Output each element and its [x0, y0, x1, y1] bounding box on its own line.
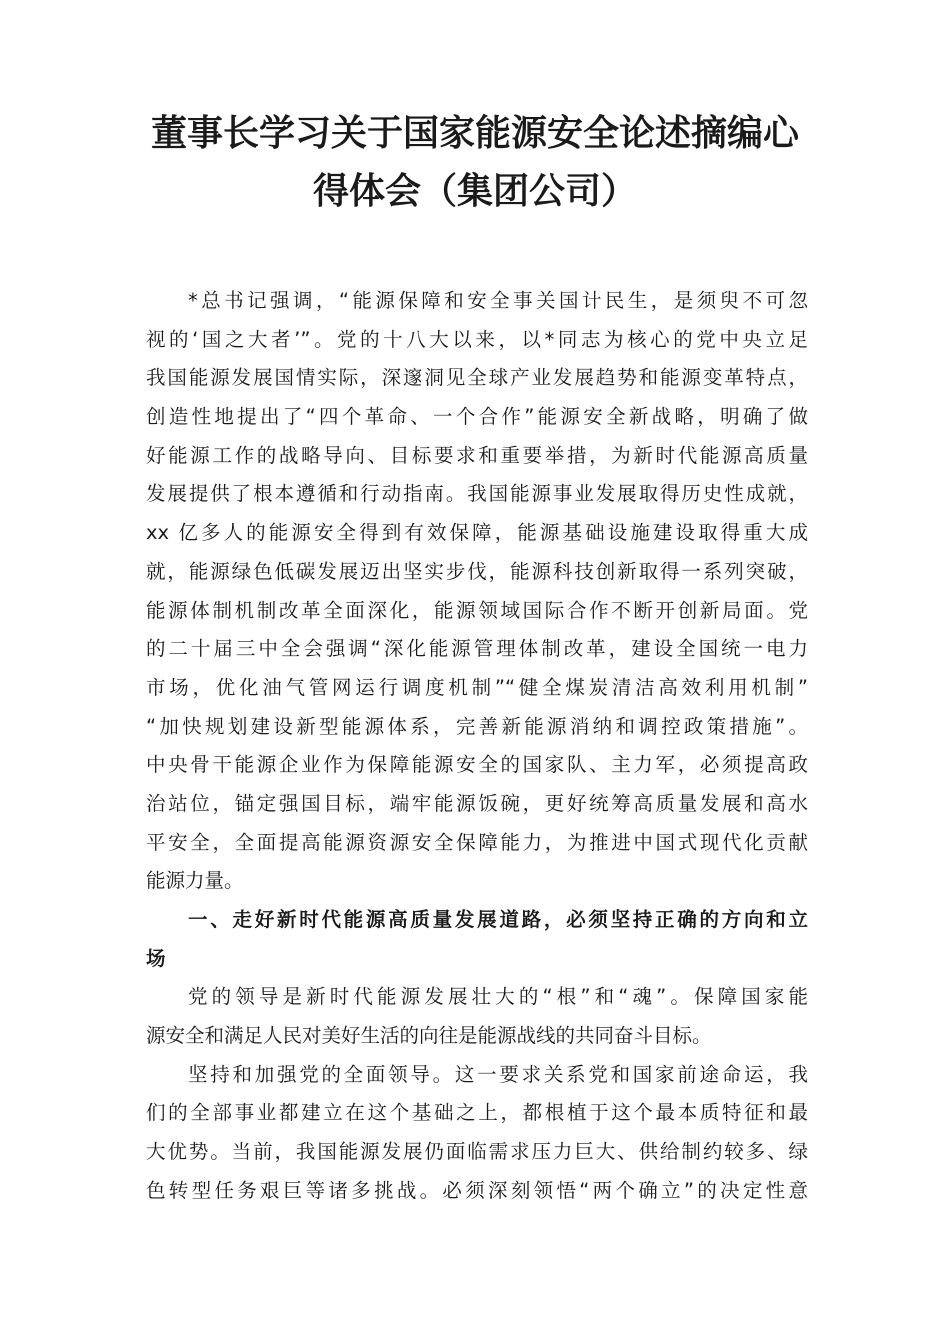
text-line: 我国能源发展国情实际，深邃洞见全球产业发展趋势和能源变革特点， — [146, 366, 808, 390]
heading-line: 一、走好新时代能源高质量发展道路，必须坚持正确的方向和立 — [188, 908, 808, 931]
text-line: xx 亿多人的能源安全得到有效保障，能源基础设施建设取得重大成 — [146, 521, 808, 545]
text-line: “加快规划建设新型能源体系，完善新能源消纳和调控政策措施”。 — [146, 714, 808, 738]
text-line: 发展提供了根本遵循和行动指南。我国能源事业发展取得历史性成就， — [146, 482, 808, 506]
text-line: 色转型任务艰巨等诸多挑战。必须深刻领悟“两个确立”的决定性意 — [146, 1178, 808, 1202]
document-body — [146, 282, 808, 1211]
text-line: 坚持和加强党的全面领导。这一要求关系党和国家前途命运，我 — [188, 1062, 808, 1086]
title-line: 董事长学习关于国家能源安全论述摘编心 — [150, 112, 799, 154]
text-line: 大优势。当前，我国能源发展仍面临需求压力巨大、供给制约较多、绿 — [146, 1140, 808, 1164]
text-line: 视的‘国之大者’”。党的十八大以来，以*同志为核心的党中央立足 — [146, 327, 808, 351]
text-line: 能源体制机制改革全面深化，能源领域国际合作不断开创新局面。党 — [146, 598, 808, 622]
text-line: 党的领导是新时代能源发展壮大的“根”和“魂”。保障国家能 — [188, 985, 808, 1009]
paragraph-party-leadership — [146, 978, 808, 1055]
text-line: 的二十届三中全会强调“深化能源管理体制改革，建设全国统一电力 — [146, 637, 808, 661]
text-line: 能源力量。 — [146, 869, 244, 893]
title-line: 得体会（集团公司） — [312, 170, 637, 212]
section-heading — [146, 901, 808, 978]
text-line: 好能源工作的战略导向、目标要求和重要举措，为新时代能源高质量 — [146, 443, 808, 467]
text-line: *总书记强调，“能源保障和安全事关国计民生，是须臾不可忽 — [188, 289, 808, 312]
text-line: 中央骨干能源企业作为保障能源安全的国家队、主力军，必须提高政 — [146, 753, 808, 777]
text-line: 市场，优化油气管网运行调度机制”“健全煤炭清洁高效利用机制” — [146, 675, 808, 699]
text-line: 治站位，锚定强国目标，端牢能源饭碗，更好统筹高质量发展和高水 — [146, 791, 808, 815]
text-line: 源安全和满足人民对美好生活的向往是能源战线的共同奋斗目标。 — [146, 1024, 712, 1048]
paragraph-comprehensive-leadership — [146, 1056, 808, 1211]
paragraph-intro — [146, 282, 808, 901]
text-line: 创造性地提出了“四个革命、一个合作”能源安全新战略，明确了做 — [146, 405, 808, 429]
document-title — [120, 104, 830, 220]
text-line: 平安全，全面提高能源资源安全保障能力，为推进中国式现代化贡献 — [146, 830, 808, 854]
heading-line: 场 — [146, 946, 166, 970]
text-line: 们的全部事业都建立在这个基础之上，都根植于这个最本质特征和最 — [146, 1101, 808, 1125]
text-line: 就，能源绿色低碳发展迈出坚实步伐，能源科技创新取得一系列突破， — [146, 559, 808, 583]
